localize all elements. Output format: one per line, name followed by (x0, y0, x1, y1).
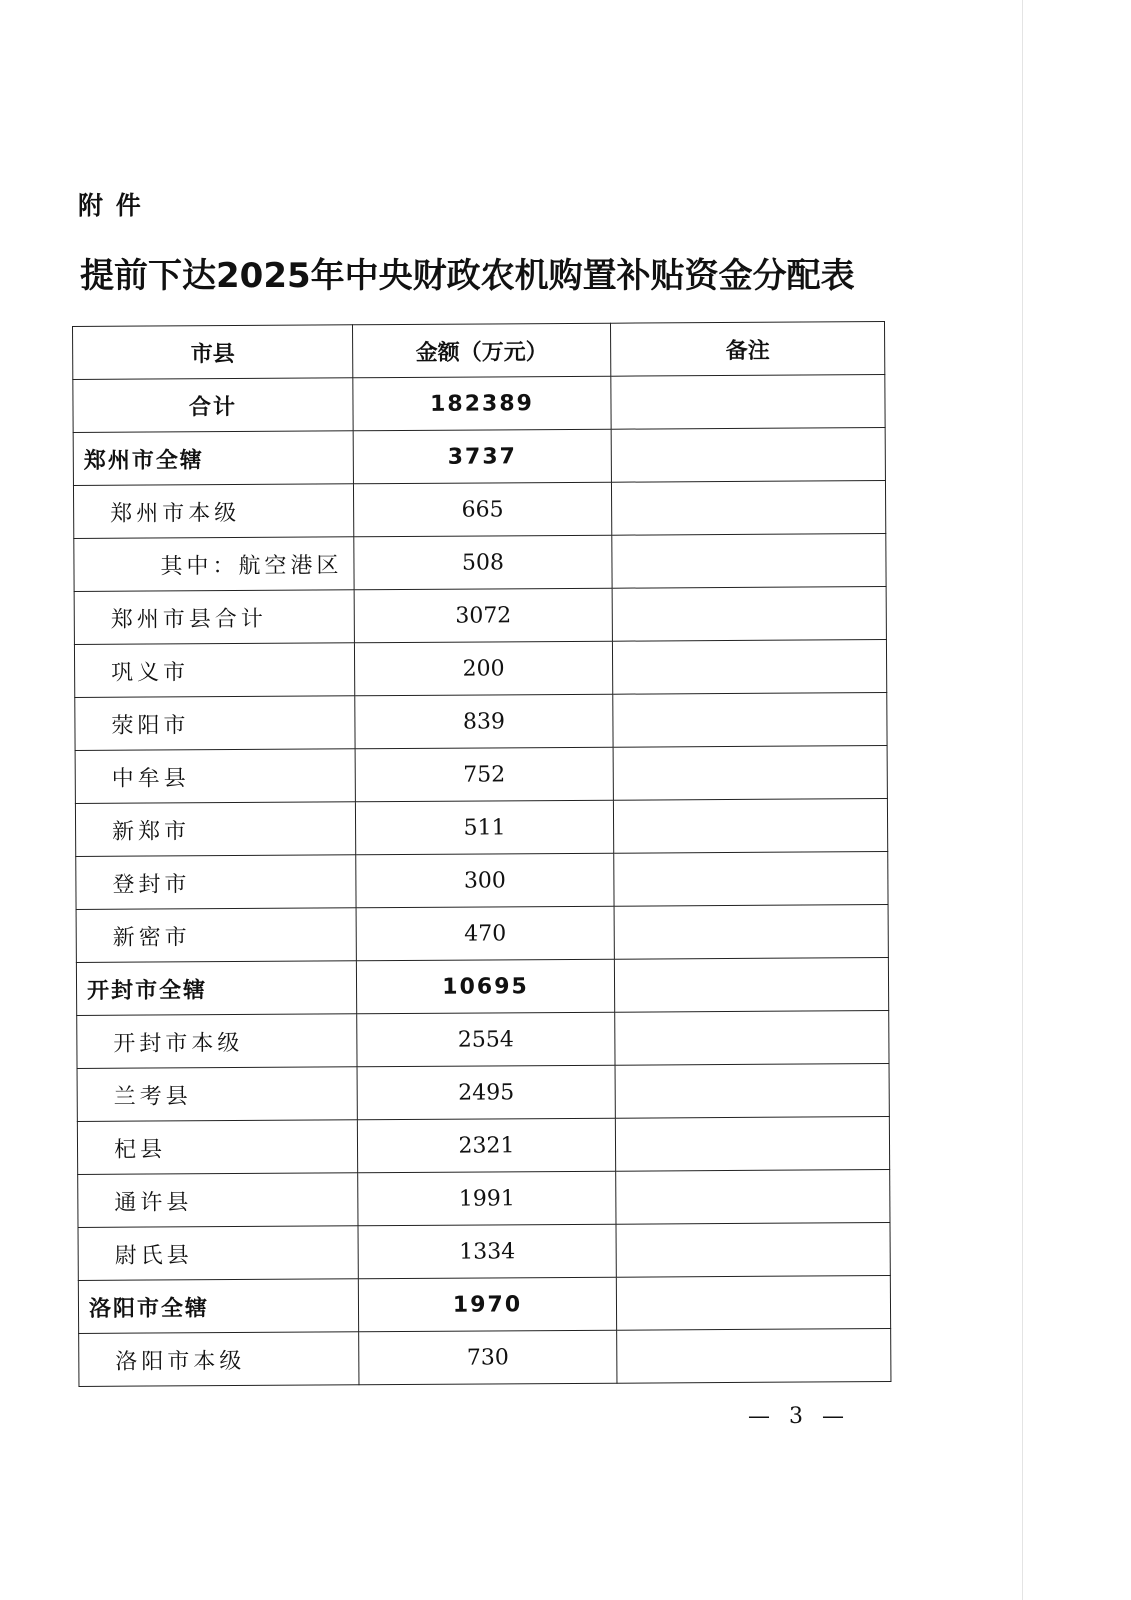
row-note (613, 799, 887, 854)
row-note (615, 1011, 889, 1066)
row-note (616, 1276, 890, 1331)
row-amount: 730 (359, 1330, 617, 1385)
table-row (78, 1170, 890, 1228)
row-amount: 2554 (357, 1012, 615, 1067)
page-number: — 3 — (748, 1404, 850, 1429)
row-amount: 665 (353, 482, 611, 537)
row-name: 郑州市本级 (73, 484, 353, 539)
attachment-label: 附 件 (78, 191, 143, 220)
table-row (77, 1011, 889, 1069)
allocation-table-wrapper (72, 321, 890, 1387)
row-name: 合计 (73, 378, 353, 433)
row-note (613, 746, 887, 801)
row-note (612, 534, 886, 589)
row-amount: 182389 (353, 376, 611, 431)
table-row (75, 746, 887, 804)
row-name: 新郑市 (75, 802, 355, 857)
row-amount: 752 (355, 747, 613, 802)
row-name: 通许县 (78, 1173, 358, 1228)
row-note (613, 693, 887, 748)
row-name: 洛阳市本级 (79, 1332, 359, 1387)
row-name: 荥阳市 (75, 696, 355, 751)
table-row (76, 958, 888, 1016)
row-amount: 470 (356, 906, 614, 961)
header-note: 备注 (610, 322, 884, 377)
table-row (78, 1276, 890, 1334)
table-row (75, 693, 887, 751)
page-edge-line (1022, 0, 1023, 1600)
row-amount: 1991 (358, 1171, 616, 1226)
row-name: 杞县 (77, 1120, 357, 1175)
row-name: 郑州市全辖 (73, 431, 353, 486)
table-row (74, 534, 886, 592)
header-county: 市县 (73, 325, 353, 380)
row-note (611, 481, 885, 536)
row-note (617, 1329, 891, 1384)
row-name: 巩义市 (74, 643, 354, 698)
table-row (77, 1117, 889, 1175)
row-amount: 508 (354, 535, 612, 590)
row-note (616, 1170, 890, 1225)
row-note (612, 587, 886, 642)
table-row (74, 640, 886, 698)
table-row (78, 1223, 890, 1281)
row-note (616, 1223, 890, 1278)
row-amount: 2321 (357, 1118, 615, 1173)
allocation-table (72, 321, 891, 1387)
row-name: 郑州市县合计 (74, 590, 354, 645)
table-row (76, 905, 888, 963)
row-name: 登封市 (76, 855, 356, 910)
document-title: 提前下达2025年中央财政农机购置补贴资金分配表 (80, 256, 855, 296)
table-row (75, 799, 887, 857)
row-note (614, 852, 888, 907)
row-amount: 839 (355, 694, 613, 749)
row-name: 开封市本级 (77, 1014, 357, 1069)
row-amount: 511 (355, 800, 613, 855)
header-amount: 金额（万元） (352, 323, 610, 378)
row-note (611, 375, 885, 430)
row-note (614, 905, 888, 960)
table-row (76, 852, 888, 910)
row-amount: 3737 (353, 429, 611, 484)
row-amount: 3072 (354, 588, 612, 643)
row-amount: 10695 (356, 959, 614, 1014)
table-row-total (73, 375, 885, 433)
row-name: 开封市全辖 (76, 961, 356, 1016)
row-name: 洛阳市全辖 (78, 1279, 358, 1334)
row-name: 兰考县 (77, 1067, 357, 1122)
row-note (615, 1117, 889, 1172)
row-amount: 200 (354, 641, 612, 696)
table-header-row (73, 322, 885, 380)
table-row (79, 1329, 891, 1387)
row-note (611, 428, 885, 483)
row-name: 新密市 (76, 908, 356, 963)
row-name: 其中：航空港区 (74, 537, 354, 592)
row-name: 尉氏县 (78, 1226, 358, 1281)
row-note (614, 958, 888, 1013)
table-row (74, 587, 886, 645)
row-amount: 300 (356, 853, 614, 908)
row-amount: 1334 (358, 1224, 616, 1279)
row-note (615, 1064, 889, 1119)
row-name: 中牟县 (75, 749, 355, 804)
table-row (73, 428, 885, 486)
row-amount: 2495 (357, 1065, 615, 1120)
table-row (77, 1064, 889, 1122)
table-row (73, 481, 885, 539)
row-amount: 1970 (358, 1277, 616, 1332)
row-note (612, 640, 886, 695)
